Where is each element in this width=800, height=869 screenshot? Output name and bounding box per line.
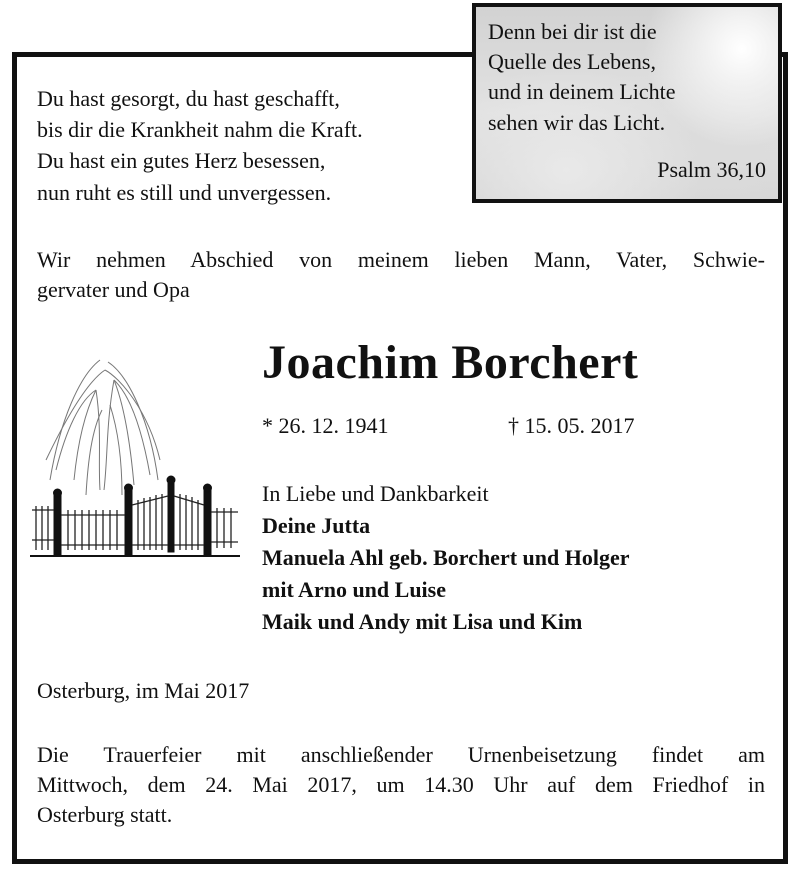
mourner-name: Manuela Ahl geb. Borchert und Holger [262,545,630,570]
psalm-verse-box [472,3,782,203]
funeral-line: Die Trauerfeier mit anschließender Urnenbeisetzung findet am [37,742,765,767]
funeral-line: Osterburg statt. [37,802,173,827]
intro-line: Wir nehmen Abschied von meinem lieben Mann, Vater, Schwie- [37,247,765,272]
mourners-intro: In Liebe und Dankbarkeit [262,481,489,506]
death-date: † 15. 05. 2017 [508,413,635,438]
birth-date: * 26. 12. 1941 [262,413,389,438]
mourner-name: mit Arno und Luise [262,577,446,602]
deceased-name: Joachim Borchert [262,336,639,389]
farewell-intro [37,245,765,305]
verse-line: Quelle des Lebens, [488,49,656,74]
funeral-details [37,740,765,830]
willow-tree-and-gate-illustration [30,350,242,565]
poem-line: Du hast ein gutes Herz besessen, [37,148,326,173]
verse-line: sehen wir das Licht. [488,110,666,135]
poem-line: bis dir die Krankheit nahm die Kraft. [37,117,363,142]
poem-line: nun ruht es still und unvergessen. [37,180,332,205]
intro-line: gervater und Opa [37,277,190,302]
verse-line: Denn bei dir ist die [488,19,657,44]
mourner-name: Deine Jutta [262,513,371,538]
verse-reference: Psalm 36,10 [657,157,766,182]
funeral-line: Mittwoch, dem 24. Mai 2017, um 14.30 Uhr auf dem Friedhof in [37,772,765,797]
place-and-date: Osterburg, im Mai 2017 [37,678,250,703]
poem-line: Du hast gesorgt, du hast geschafft, [37,86,340,111]
verse-line: und in deinem Lichte [488,79,676,104]
mourner-name: Maik und Andy mit Lisa und Kim [262,609,583,634]
